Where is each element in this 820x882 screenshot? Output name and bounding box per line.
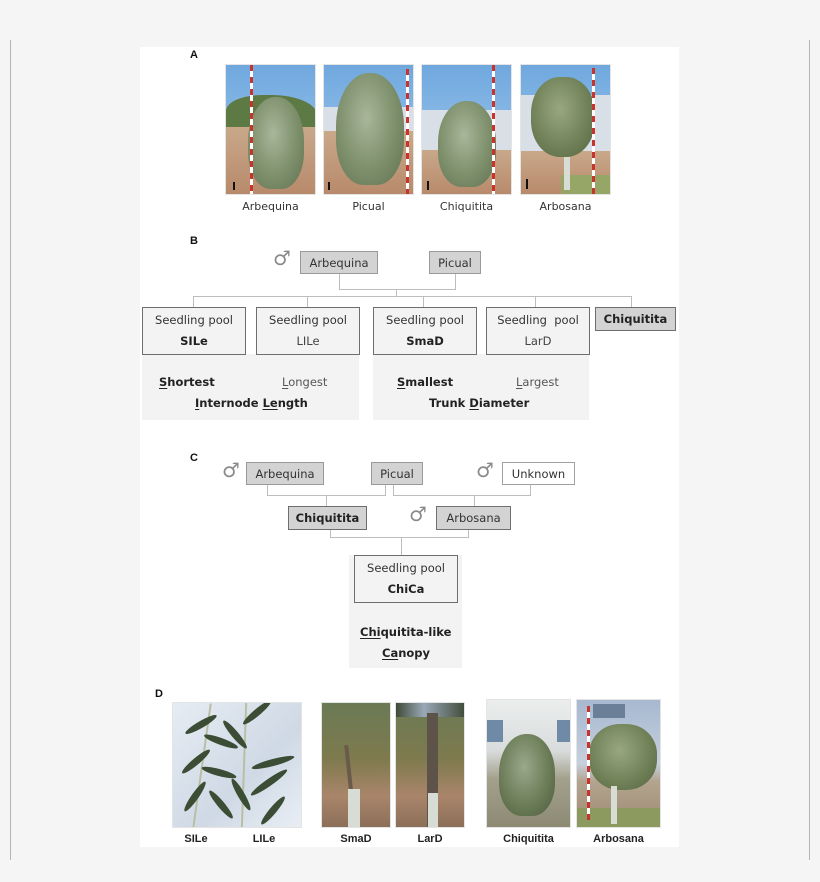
text: iameter bbox=[478, 396, 530, 410]
parent-arbequina bbox=[300, 251, 378, 274]
text: argest bbox=[522, 375, 559, 389]
parent-arbosana bbox=[436, 506, 511, 530]
grandparent-unknown-label: Unknown bbox=[511, 466, 566, 481]
pool-code: SILe bbox=[180, 334, 208, 348]
parent-picual bbox=[429, 251, 481, 274]
photo-smad bbox=[321, 702, 391, 828]
pool-code: SmaD bbox=[406, 334, 444, 348]
connector bbox=[455, 274, 456, 290]
trait-name-internode-length bbox=[195, 396, 308, 410]
underline: Chi bbox=[360, 625, 381, 639]
text: ongest bbox=[288, 375, 328, 389]
seedling-pool-smad bbox=[373, 307, 477, 355]
underline: S bbox=[397, 375, 406, 389]
connector bbox=[423, 296, 424, 307]
grandparent-picual bbox=[371, 462, 423, 485]
grandparent-picual-label: Picual bbox=[380, 466, 414, 481]
pool-code: ChiCa bbox=[387, 582, 425, 596]
pool-title: Seedling pool bbox=[269, 313, 347, 327]
male-symbol-icon: ♂ bbox=[476, 458, 494, 482]
sibling-chiquitita-label: Chiquitita bbox=[603, 312, 668, 326]
parent-arbequina-label: Arbequina bbox=[309, 255, 369, 270]
underline: Le bbox=[262, 396, 278, 410]
parent-picual-label: Picual bbox=[438, 255, 472, 270]
trait-high-largest bbox=[516, 375, 559, 389]
seedling-pool-chica bbox=[354, 555, 458, 603]
photo-arbequina bbox=[225, 64, 316, 195]
male-symbol-icon: ♂ bbox=[273, 246, 291, 270]
connector bbox=[631, 296, 632, 307]
connector bbox=[474, 495, 475, 506]
panel-b-label: B bbox=[190, 235, 198, 247]
male-symbol-icon: ♂ bbox=[222, 458, 240, 482]
photo-lard bbox=[395, 702, 465, 828]
connector bbox=[307, 296, 308, 307]
pool-code: LarD bbox=[524, 334, 552, 348]
text: Trunk bbox=[429, 396, 470, 410]
parent-chiquitita-label: Chiquitita bbox=[295, 511, 360, 525]
photo-chiquitita bbox=[421, 64, 512, 195]
connector bbox=[339, 274, 340, 290]
male-symbol-icon: ♂ bbox=[409, 502, 427, 526]
trait-name-trunk-diameter bbox=[429, 396, 529, 410]
text: quitita-like bbox=[380, 625, 452, 639]
seedling-pool-lile bbox=[256, 307, 360, 355]
text: nternode bbox=[199, 396, 263, 410]
caption-sile: SILe bbox=[184, 833, 208, 845]
underline: S bbox=[159, 375, 168, 389]
connector bbox=[326, 495, 327, 506]
caption-chiquitita-d: Chiquitita bbox=[503, 833, 554, 845]
trait-low-shortest bbox=[159, 375, 215, 389]
left-border-line bbox=[10, 40, 11, 860]
text: nopy bbox=[398, 646, 431, 660]
photo-picual bbox=[323, 64, 414, 195]
trait-canopy bbox=[382, 646, 430, 660]
seedling-pool-sile bbox=[142, 307, 246, 355]
underline: I bbox=[195, 396, 200, 410]
underline: L bbox=[282, 375, 289, 389]
panel-d-label: D bbox=[155, 688, 163, 700]
sibling-chiquitita bbox=[595, 307, 676, 331]
pool-title: Seedling pool bbox=[386, 313, 464, 327]
connector bbox=[339, 289, 456, 290]
right-border-line bbox=[809, 40, 810, 860]
photo-arbosana bbox=[520, 64, 611, 195]
underline: L bbox=[516, 375, 523, 389]
pool-title: Seedling pool bbox=[497, 313, 579, 327]
trait-chiquitita-like bbox=[360, 625, 451, 639]
caption-arbosana-d: Arbosana bbox=[593, 833, 644, 845]
figure bbox=[140, 47, 679, 847]
trait-high-longest bbox=[282, 375, 327, 389]
connector bbox=[396, 289, 397, 296]
grandparent-arbequina bbox=[246, 462, 324, 485]
connector bbox=[393, 495, 531, 496]
photo-arbosana-d bbox=[576, 699, 661, 828]
caption-chiquitita: Chiquitita bbox=[439, 200, 494, 213]
connector bbox=[193, 296, 194, 307]
trait-low-smallest bbox=[397, 375, 453, 389]
caption-lile: LILe bbox=[252, 833, 276, 845]
connector bbox=[330, 537, 469, 538]
underline: D bbox=[469, 396, 479, 410]
parent-arbosana-label: Arbosana bbox=[446, 511, 501, 525]
connector bbox=[535, 296, 536, 307]
connector bbox=[401, 537, 402, 555]
pool-code: LILe bbox=[296, 334, 320, 348]
parent-chiquitita bbox=[288, 506, 367, 530]
seedling-pool-lard bbox=[486, 307, 590, 355]
text: ngth bbox=[277, 396, 308, 410]
text: hortest bbox=[167, 375, 215, 389]
caption-arbequina: Arbequina bbox=[242, 200, 299, 213]
caption-smad: SmaD bbox=[340, 833, 372, 845]
underline: Ca bbox=[382, 646, 399, 660]
grandparent-unknown bbox=[502, 462, 575, 485]
connector bbox=[193, 296, 632, 297]
pool-title: Seedling pool bbox=[367, 561, 445, 575]
caption-lard: LarD bbox=[417, 833, 443, 845]
photo-chiquitita-d bbox=[486, 699, 571, 828]
pool-title: Seedling pool bbox=[155, 313, 233, 327]
caption-picual: Picual bbox=[352, 200, 385, 213]
panel-c-label: C bbox=[190, 452, 198, 464]
text: mallest bbox=[405, 375, 454, 389]
grandparent-arbequina-label: Arbequina bbox=[255, 466, 315, 481]
photo-leaves-sile-lile bbox=[172, 702, 302, 828]
panel-a-label: A bbox=[190, 49, 198, 61]
caption-arbosana: Arbosana bbox=[539, 200, 592, 213]
